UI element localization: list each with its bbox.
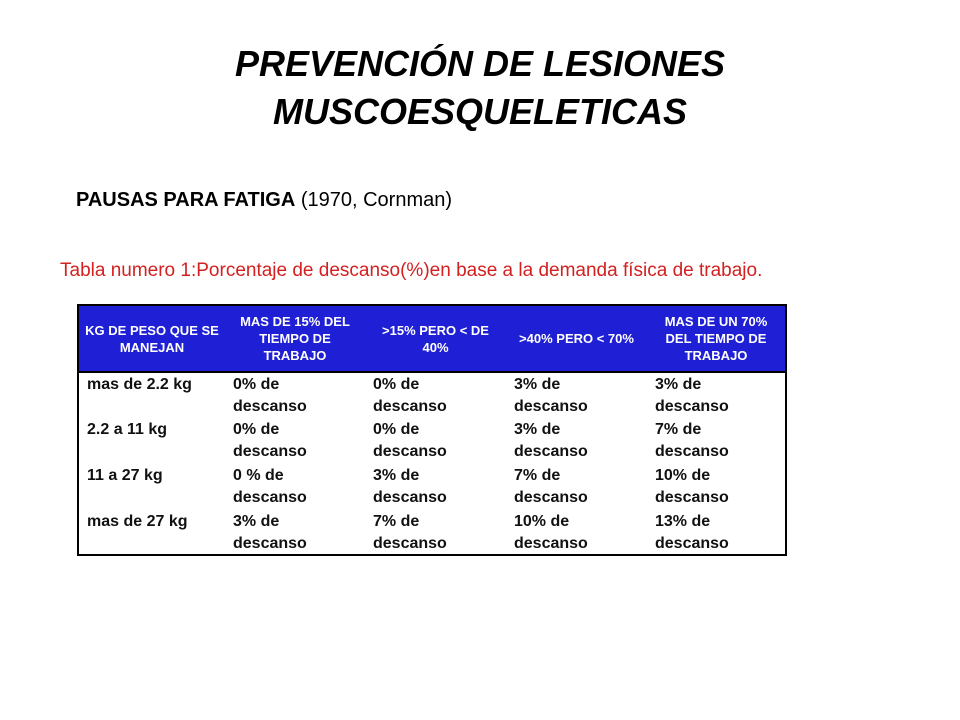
rest-cell	[225, 418, 365, 464]
rest-word: descanso	[373, 398, 447, 415]
rest-pct: 0% de	[373, 376, 420, 393]
rest-table	[79, 306, 785, 556]
subtitle	[76, 186, 452, 214]
rest-word: descanso	[233, 398, 307, 415]
rest-cell	[506, 372, 647, 418]
header-over-15: MAS DE 15% DEL TIEMPO DE TRABAJO	[225, 306, 365, 372]
rest-pct: 3% de	[233, 513, 280, 530]
weight-cell: mas de 27 kg	[87, 513, 188, 530]
header-15-to-40: >15% PERO < DE 40%	[365, 306, 506, 372]
table-row	[79, 418, 785, 464]
rest-cell	[647, 510, 785, 556]
rest-pct: 0% de	[233, 376, 280, 393]
rest-word: descanso	[373, 535, 447, 552]
rest-cell	[647, 418, 785, 464]
rest-pct: 13% de	[655, 513, 711, 530]
rest-pct: 3% de	[514, 376, 561, 393]
slide-title	[0, 40, 960, 136]
table-header-row	[79, 306, 785, 372]
table-row	[79, 464, 785, 510]
rest-cell	[365, 464, 506, 510]
table-row	[79, 372, 785, 418]
rest-word: descanso	[233, 489, 307, 506]
rest-cell	[225, 372, 365, 418]
header-weight: KG DE PESO QUE SE MANEJAN	[79, 306, 225, 372]
rest-word: descanso	[514, 443, 588, 460]
header-over-70: MAS DE UN 70% DEL TIEMPO DE TRABAJO	[647, 306, 785, 372]
rest-word: descanso	[233, 535, 307, 552]
subtitle-bold: PAUSAS PARA FATIGA	[76, 189, 296, 211]
rest-cell	[506, 464, 647, 510]
rest-pct: 7% de	[373, 513, 420, 530]
rest-word: descanso	[233, 443, 307, 460]
rest-word: descanso	[373, 443, 447, 460]
rest-percentage-table	[77, 304, 787, 556]
weight-cell: 2.2 a 11 kg	[87, 421, 168, 438]
rest-cell	[647, 372, 785, 418]
weight-cell: mas de 2.2 kg	[87, 376, 192, 393]
rest-pct: 7% de	[514, 467, 561, 484]
rest-cell	[647, 464, 785, 510]
rest-word: descanso	[655, 535, 729, 552]
rest-cell	[225, 510, 365, 556]
rest-word: descanso	[514, 489, 588, 506]
rest-cell	[365, 418, 506, 464]
rest-pct: 3% de	[373, 467, 420, 484]
rest-cell	[506, 510, 647, 556]
rest-pct: 0 % de	[233, 467, 284, 484]
header-40-to-70: >40% PERO < 70%	[506, 306, 647, 372]
rest-word: descanso	[373, 489, 447, 506]
rest-pct: 10% de	[655, 467, 711, 484]
slide-title-line-1: PREVENCIÓN DE LESIONES	[234, 43, 726, 84]
rest-pct: 0% de	[233, 421, 280, 438]
rest-word: descanso	[655, 489, 729, 506]
rest-word: descanso	[514, 535, 588, 552]
rest-cell	[365, 510, 506, 556]
slide-title-line-2: MUSCOESQUELETICAS	[272, 91, 688, 132]
rest-pct: 10% de	[514, 513, 570, 530]
rest-pct: 3% de	[514, 421, 561, 438]
weight-cell: 11 a 27 kg	[87, 467, 163, 484]
rest-pct: 7% de	[655, 421, 702, 438]
rest-word: descanso	[655, 443, 729, 460]
subtitle-citation: (1970, Cornman)	[295, 189, 453, 211]
rest-cell	[225, 464, 365, 510]
rest-word: descanso	[514, 398, 588, 415]
table-caption: Tabla numero 1:Porcentaje de descanso(%)en base a la demanda física de trabajo.	[60, 260, 763, 281]
rest-pct: 3% de	[655, 376, 702, 393]
rest-cell	[365, 372, 506, 418]
table-row	[79, 510, 785, 556]
rest-word: descanso	[655, 398, 729, 415]
rest-cell	[506, 418, 647, 464]
rest-pct: 0% de	[373, 421, 420, 438]
